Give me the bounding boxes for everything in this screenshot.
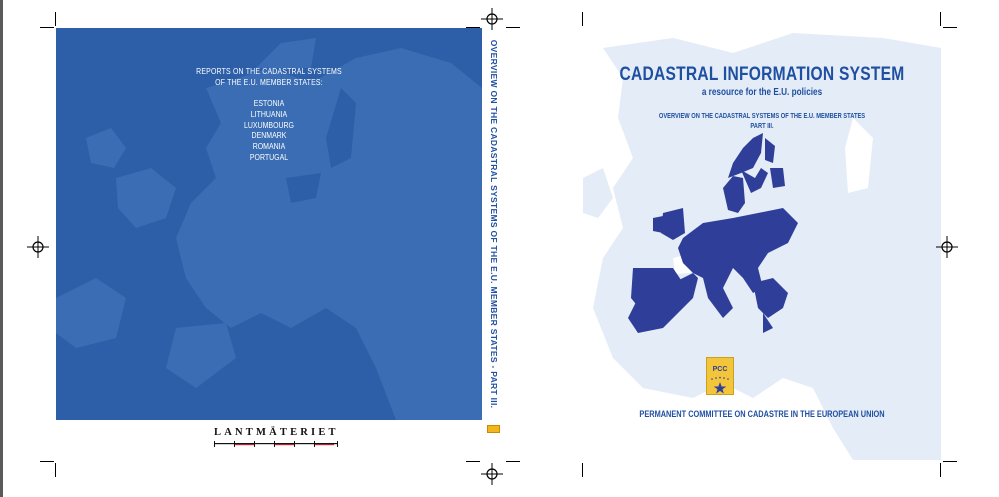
country-item: LITHUANIA: [250, 108, 288, 119]
front-committee: PERMANENT COMMITTEE ON CADASTRE IN THE EUROPEAN UNION: [639, 409, 885, 419]
lantmateriet-logo: LANTMÄTERIET: [214, 427, 339, 438]
country-item: ESTONIA: [253, 98, 285, 108]
country-item: PORTUGAL: [249, 151, 289, 162]
imprint-line: Published and produced:: [72, 430, 133, 436]
registration-mark-icon: [27, 236, 49, 258]
pcc-logo-text: PCC: [712, 366, 728, 373]
spine-title: OVERVIEW ON THE CADASTRAL SYSTEMS OF THE E.U. MEMBER STATES - PART III.: [489, 39, 499, 409]
crop-mark: [506, 27, 520, 28]
front-overview-line1: OVERVIEW ON THE CADASTRAL SYSTEMS OF THE E.U. MEMBER STATES: [658, 113, 866, 120]
crop-mark: [582, 463, 583, 477]
crop-mark: [466, 461, 480, 462]
crop-mark: [55, 463, 56, 477]
front-overview-line2: PART III.: [750, 123, 774, 130]
crop-mark: [466, 27, 480, 28]
imprint-line: Lantmäteriet, edition 2009: [72, 436, 134, 443]
spine-logo-mark: [487, 425, 500, 433]
front-subtitle: a resource for the E.U. policies: [701, 87, 823, 98]
country-item: ROMANIA: [252, 141, 286, 152]
crop-mark: [40, 461, 54, 462]
crop-mark: [940, 12, 941, 26]
back-heading-line2: OF THE E.U. MEMBER STATES:: [215, 77, 323, 87]
lantmateriet-logo-rule: [214, 441, 338, 447]
registration-mark-icon: [936, 236, 958, 258]
crop-mark: [55, 12, 56, 26]
viewer-left-edge: [0, 0, 3, 497]
crop-mark: [40, 27, 54, 28]
back-cover-heading: [94, 66, 443, 88]
crop-mark: [943, 27, 957, 28]
crop-mark: [943, 461, 957, 462]
crop-mark: [940, 463, 941, 477]
crop-mark: [582, 12, 583, 26]
pcc-logo: [706, 357, 734, 395]
registration-mark-icon: [481, 463, 503, 485]
registration-mark-icon: [481, 8, 503, 30]
back-heading-line1: REPORTS ON THE CADASTRAL SYSTEMS: [196, 66, 342, 76]
crop-mark: [506, 461, 520, 462]
front-title: CADASTRAL INFORMATION SYSTEM: [619, 64, 905, 85]
front-overview: [615, 112, 909, 132]
country-item: LUXUMBOURG: [244, 119, 294, 130]
country-item: DENMARK: [251, 130, 287, 141]
back-cover: [56, 28, 482, 449]
imprint: [72, 430, 134, 450]
imprint-line: Printed: Lithotalmik AB: [72, 443, 128, 449]
country-list: [94, 98, 443, 163]
